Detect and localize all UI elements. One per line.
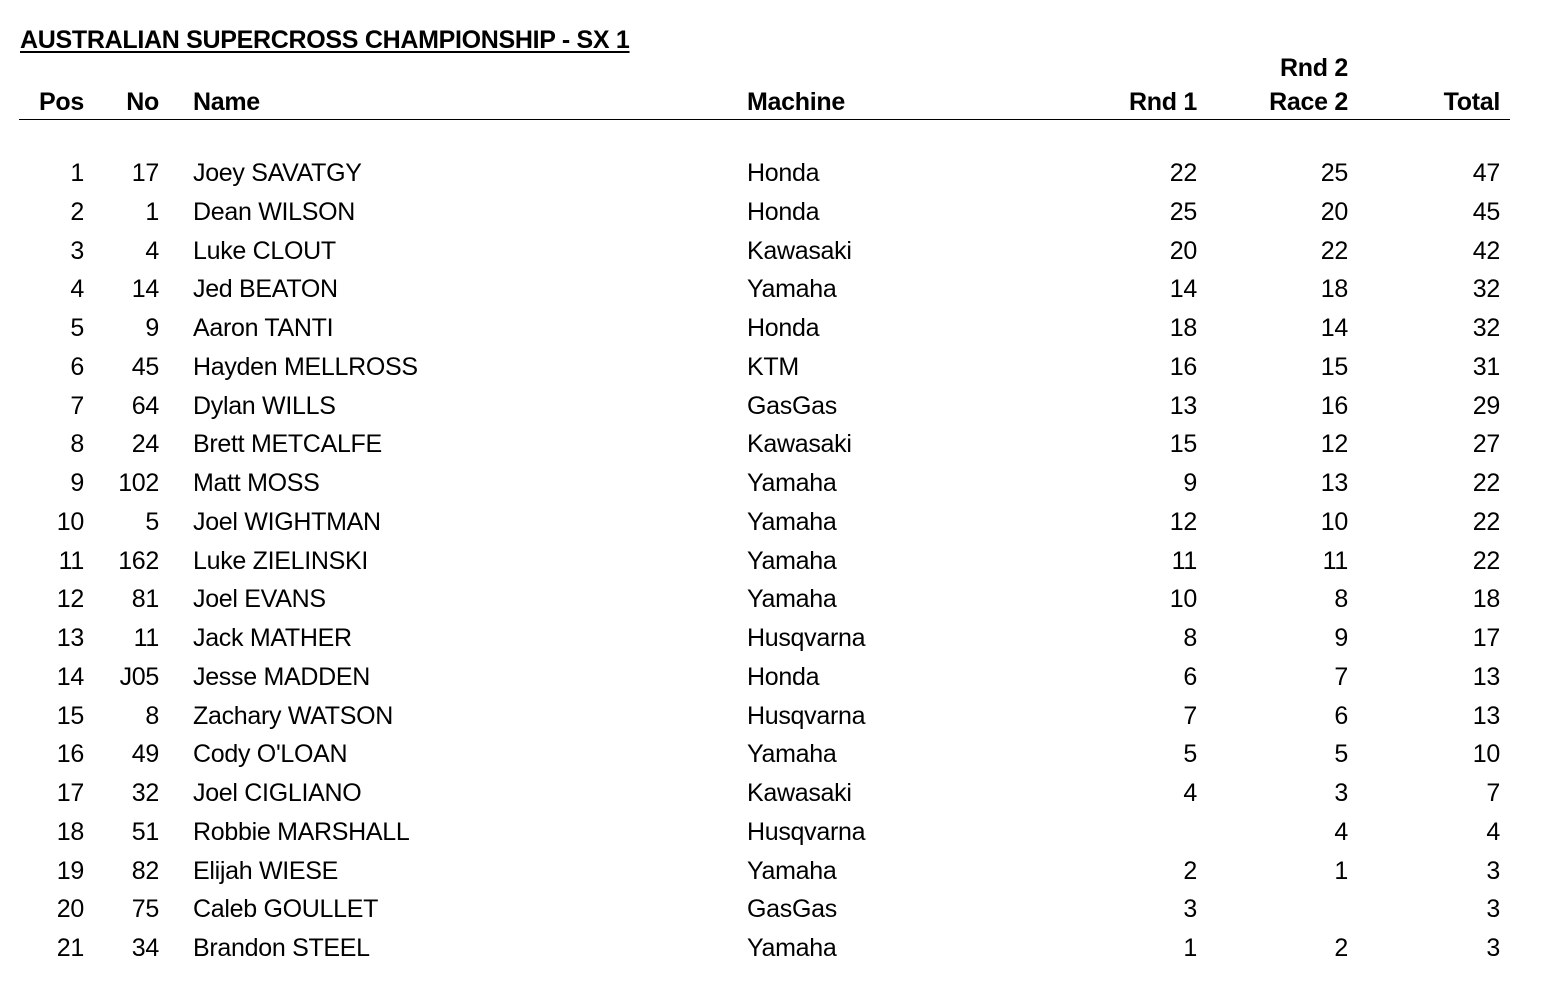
cell-rnd1: 11 xyxy=(1171,546,1197,575)
cell-rnd2: 14 xyxy=(1320,314,1348,342)
cell-total: 47 xyxy=(1472,159,1500,187)
cell-name: Joel EVANS xyxy=(193,585,326,614)
cell-pos: 11 xyxy=(58,546,84,575)
cell-name: Matt MOSS xyxy=(193,469,320,497)
table-row xyxy=(0,389,1542,428)
table-row xyxy=(0,311,1542,350)
cell-no: 14 xyxy=(131,275,159,304)
cell-rnd1: 18 xyxy=(1169,314,1197,342)
cell-total: 45 xyxy=(1472,197,1500,226)
cell-name: Jesse MADDEN xyxy=(193,662,370,691)
cell-rnd2: 15 xyxy=(1320,352,1348,381)
cell-machine: Yamaha xyxy=(747,469,837,497)
cell-rnd1: 22 xyxy=(1169,159,1197,187)
cell-no: 8 xyxy=(145,701,159,730)
cell-no: 49 xyxy=(131,740,159,769)
cell-pos: 14 xyxy=(56,662,84,691)
table-row xyxy=(0,621,1542,660)
header-pos: Pos xyxy=(39,88,84,116)
cell-total: 22 xyxy=(1472,507,1500,536)
cell-total: 18 xyxy=(1472,585,1500,614)
table-row xyxy=(0,582,1542,621)
table-row xyxy=(0,466,1542,505)
cell-total: 31 xyxy=(1472,352,1500,381)
cell-no: 162 xyxy=(118,546,159,575)
cell-no: 34 xyxy=(131,934,159,962)
table-row xyxy=(0,737,1542,776)
cell-name: Hayden MELLROSS xyxy=(193,352,418,381)
table-row xyxy=(0,195,1542,234)
cell-pos: 7 xyxy=(70,391,84,420)
cell-machine: GasGas xyxy=(747,391,837,420)
cell-machine: Honda xyxy=(747,314,820,342)
cell-no: 51 xyxy=(131,817,159,846)
cell-rnd1: 14 xyxy=(1169,275,1197,304)
cell-rnd1: 16 xyxy=(1169,352,1197,381)
table-row xyxy=(0,892,1542,931)
table-row xyxy=(0,156,1542,195)
cell-no: 9 xyxy=(145,314,159,342)
cell-total: 13 xyxy=(1472,701,1500,730)
cell-machine: Yamaha xyxy=(747,507,837,536)
cell-pos: 2 xyxy=(70,197,84,226)
cell-no: 32 xyxy=(131,779,159,807)
cell-rnd1: 9 xyxy=(1183,469,1197,497)
cell-rnd1: 15 xyxy=(1169,430,1197,459)
header-no: No xyxy=(126,88,159,116)
cell-name: Jed BEATON xyxy=(193,275,338,304)
cell-machine: Honda xyxy=(747,662,820,691)
cell-rnd2: 10 xyxy=(1320,507,1348,536)
cell-machine: Husqvarna xyxy=(747,817,866,846)
cell-rnd1: 6 xyxy=(1183,662,1197,691)
cell-total: 42 xyxy=(1472,236,1500,265)
cell-rnd1: 12 xyxy=(1169,507,1197,536)
cell-name: Elijah WIESE xyxy=(193,856,339,885)
cell-name: Joel WIGHTMAN xyxy=(193,507,381,536)
cell-name: Aaron TANTI xyxy=(193,314,334,342)
cell-pos: 19 xyxy=(56,856,84,885)
header-machine: Machine xyxy=(747,88,845,116)
cell-name: Luke ZIELINSKI xyxy=(193,546,369,575)
cell-machine: Husqvarna xyxy=(747,701,866,730)
cell-pos: 17 xyxy=(56,779,84,807)
cell-machine: Yamaha xyxy=(747,740,837,769)
cell-no: 24 xyxy=(131,430,159,459)
cell-pos: 4 xyxy=(70,275,84,304)
table-row xyxy=(0,776,1542,815)
cell-pos: 1 xyxy=(70,159,84,187)
table-row xyxy=(0,427,1542,466)
cell-name: Joel CIGLIANO xyxy=(193,779,362,807)
table-row xyxy=(0,350,1542,389)
cell-total: 3 xyxy=(1486,934,1500,962)
cell-no: 102 xyxy=(118,469,159,497)
cell-no: 75 xyxy=(131,895,159,924)
results-table-body xyxy=(0,156,1542,970)
cell-rnd2: 20 xyxy=(1320,197,1348,226)
cell-name: Zachary WATSON xyxy=(193,701,393,730)
cell-machine: KTM xyxy=(747,352,799,381)
cell-no: 82 xyxy=(131,856,159,885)
cell-machine: Kawasaki xyxy=(747,779,852,807)
cell-total: 29 xyxy=(1472,391,1500,420)
cell-rnd1: 20 xyxy=(1169,236,1197,265)
table-row xyxy=(0,854,1542,893)
cell-name: Robbie MARSHALL xyxy=(193,817,410,846)
cell-total: 4 xyxy=(1486,817,1500,846)
table-row xyxy=(0,544,1542,583)
cell-name: Caleb GOULLET xyxy=(193,895,379,924)
cell-total: 10 xyxy=(1472,740,1500,769)
header-rnd2-line1: Rnd 2 xyxy=(1280,54,1348,82)
cell-name: Dean WILSON xyxy=(193,197,356,226)
cell-pos: 20 xyxy=(56,895,84,924)
cell-machine: GasGas xyxy=(747,895,837,924)
cell-name: Luke CLOUT xyxy=(193,236,336,265)
cell-rnd2: 8 xyxy=(1334,585,1348,614)
cell-pos: 10 xyxy=(56,507,84,536)
cell-machine: Yamaha xyxy=(747,856,837,885)
cell-rnd2: 16 xyxy=(1320,391,1348,420)
cell-rnd1: 7 xyxy=(1183,701,1197,730)
table-row xyxy=(0,660,1542,699)
cell-rnd2: 7 xyxy=(1334,662,1348,691)
cell-machine: Husqvarna xyxy=(747,624,866,652)
cell-no: 1 xyxy=(145,197,159,226)
cell-rnd2: 18 xyxy=(1320,275,1348,304)
cell-machine: Yamaha xyxy=(747,585,837,614)
cell-total: 32 xyxy=(1472,314,1500,342)
table-row xyxy=(0,931,1542,970)
cell-no: 17 xyxy=(131,159,159,187)
cell-pos: 8 xyxy=(70,430,84,459)
cell-machine: Yamaha xyxy=(747,275,837,304)
cell-rnd2: 22 xyxy=(1320,236,1348,265)
cell-rnd1: 10 xyxy=(1169,585,1197,614)
cell-machine: Kawasaki xyxy=(747,430,852,459)
header-rnd2-line2: Race 2 xyxy=(1269,88,1348,116)
table-row xyxy=(0,272,1542,311)
cell-total: 13 xyxy=(1472,662,1500,691)
table-row xyxy=(0,234,1542,273)
header-rnd1: Rnd 1 xyxy=(1129,88,1197,116)
cell-total: 22 xyxy=(1472,546,1500,575)
cell-rnd1: 5 xyxy=(1183,740,1197,769)
cell-rnd2: 4 xyxy=(1334,817,1348,846)
cell-total: 17 xyxy=(1472,624,1500,652)
cell-machine: Honda xyxy=(747,159,820,187)
cell-pos: 5 xyxy=(70,314,84,342)
cell-pos: 18 xyxy=(56,817,84,846)
cell-total: 7 xyxy=(1486,779,1500,807)
cell-rnd2: 1 xyxy=(1334,856,1348,885)
cell-rnd2: 13 xyxy=(1320,469,1348,497)
cell-pos: 3 xyxy=(70,236,84,265)
cell-no: 4 xyxy=(145,236,159,265)
cell-no: 81 xyxy=(131,585,159,614)
document-title: AUSTRALIAN SUPERCROSS CHAMPIONSHIP - SX 1 xyxy=(20,26,630,54)
cell-rnd2: 11 xyxy=(1322,546,1348,575)
cell-total: 27 xyxy=(1472,430,1500,459)
cell-machine: Kawasaki xyxy=(747,236,852,265)
cell-pos: 9 xyxy=(70,469,84,497)
cell-name: Joey SAVATGY xyxy=(193,159,362,187)
cell-rnd1: 4 xyxy=(1183,779,1197,807)
cell-rnd1: 25 xyxy=(1169,197,1197,226)
cell-no: 5 xyxy=(145,507,159,536)
cell-pos: 16 xyxy=(56,740,84,769)
header-divider xyxy=(19,119,1510,120)
cell-no: 45 xyxy=(131,352,159,381)
cell-no: J05 xyxy=(119,662,159,691)
table-row xyxy=(0,699,1542,738)
cell-machine: Honda xyxy=(747,197,820,226)
cell-rnd2: 25 xyxy=(1320,159,1348,187)
cell-machine: Yamaha xyxy=(747,934,837,962)
cell-rnd1: 1 xyxy=(1183,934,1197,962)
cell-name: Cody O'LOAN xyxy=(193,740,348,769)
cell-pos: 12 xyxy=(56,585,84,614)
cell-total: 3 xyxy=(1486,895,1500,924)
cell-rnd2: 5 xyxy=(1334,740,1348,769)
header-name: Name xyxy=(193,88,260,116)
cell-rnd2: 2 xyxy=(1334,934,1348,962)
cell-rnd2: 3 xyxy=(1334,779,1348,807)
cell-rnd1: 3 xyxy=(1183,895,1197,924)
cell-rnd1: 2 xyxy=(1183,856,1197,885)
cell-rnd2: 12 xyxy=(1320,430,1348,459)
cell-pos: 6 xyxy=(70,352,84,381)
cell-name: Jack MATHER xyxy=(193,624,352,652)
cell-rnd1: 13 xyxy=(1169,391,1197,420)
cell-rnd2: 6 xyxy=(1334,701,1348,730)
cell-pos: 13 xyxy=(56,624,84,652)
cell-pos: 15 xyxy=(56,701,84,730)
cell-name: Dylan WILLS xyxy=(193,391,336,420)
header-total: Total xyxy=(1443,88,1500,116)
cell-rnd1: 8 xyxy=(1183,624,1197,652)
cell-pos: 21 xyxy=(56,934,84,962)
cell-name: Brandon STEEL xyxy=(193,934,370,962)
cell-machine: Yamaha xyxy=(747,546,837,575)
cell-total: 3 xyxy=(1486,856,1500,885)
table-row xyxy=(0,505,1542,544)
cell-no: 11 xyxy=(133,624,159,652)
cell-total: 32 xyxy=(1472,275,1500,304)
cell-rnd2: 9 xyxy=(1334,624,1348,652)
table-row xyxy=(0,815,1542,854)
cell-name: Brett METCALFE xyxy=(193,430,382,459)
cell-no: 64 xyxy=(131,391,159,420)
cell-total: 22 xyxy=(1472,469,1500,497)
